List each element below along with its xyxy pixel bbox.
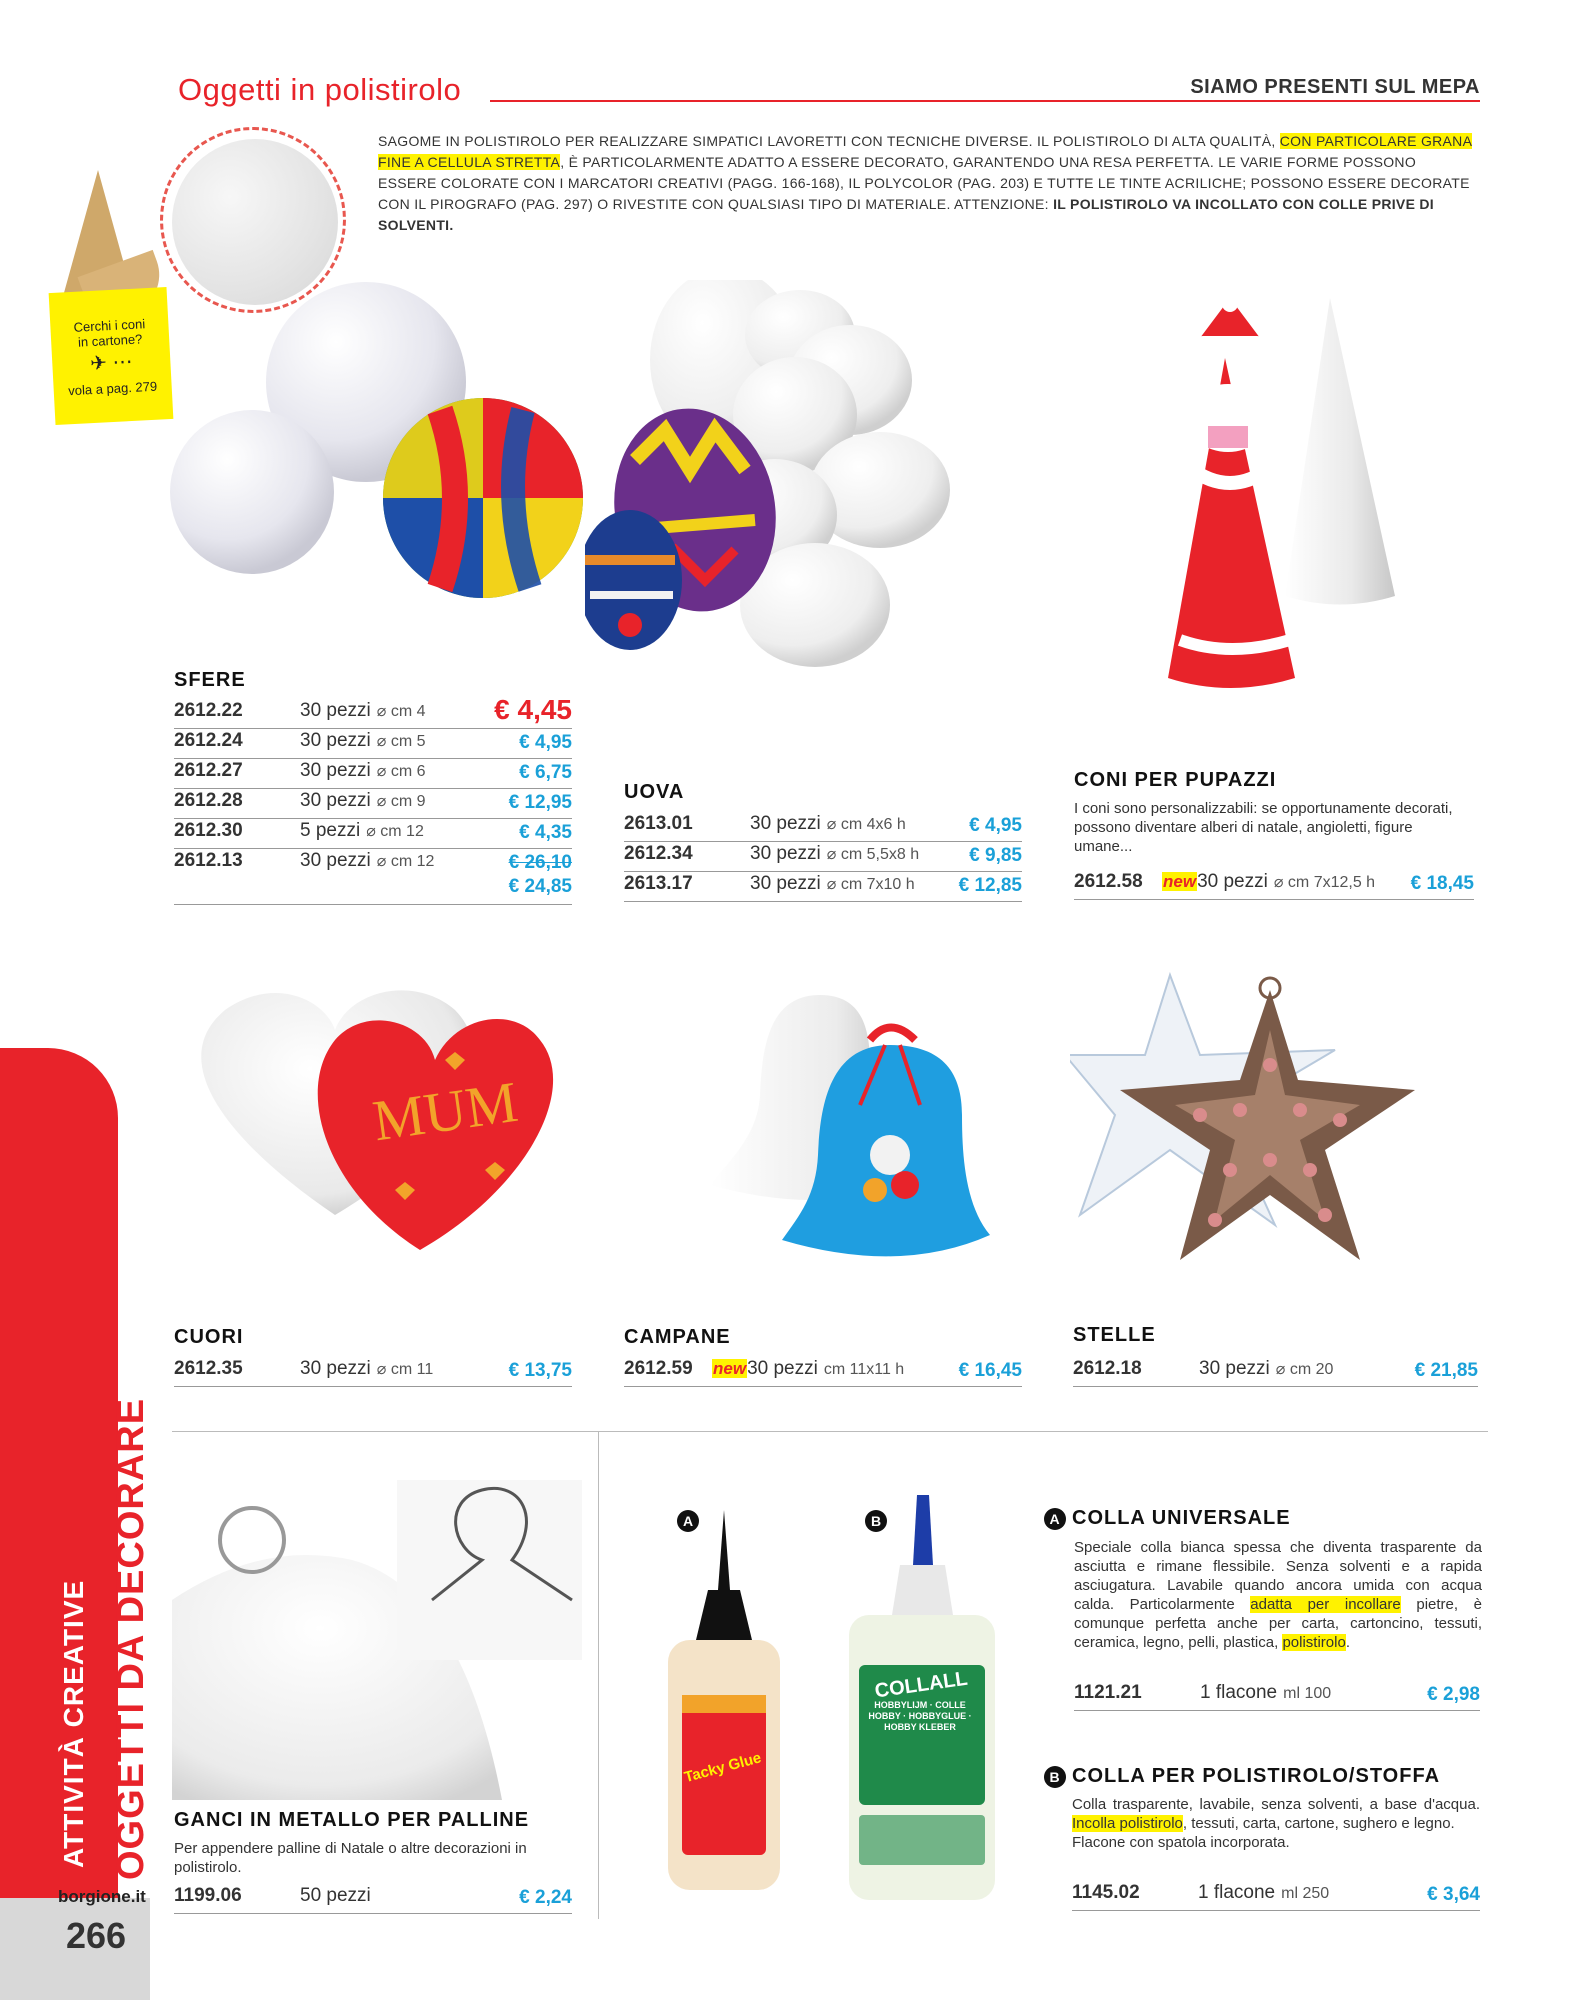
table-row[interactable] [624, 841, 1022, 872]
paper-plane-icon: ✈ ⋯ [89, 350, 134, 376]
product-size: ⌀ cm 7x10 h [826, 876, 915, 893]
product-price: € 9,85 [969, 845, 1022, 866]
table-row[interactable] [1074, 1680, 1480, 1711]
ganci-title: GANCI IN METALLO PER PALLINE [174, 1809, 530, 1831]
product-qty: 30 pezzi [300, 850, 371, 871]
product-qty: 30 pezzi [300, 760, 371, 781]
letter-a-small: A [1044, 1508, 1066, 1530]
uova-title: UOVA [624, 781, 685, 803]
table-row[interactable] [174, 788, 572, 819]
product-size: ⌀ cm 12 [376, 853, 435, 870]
cones-image [1150, 298, 1410, 698]
product-code: 2613.01 [624, 813, 693, 834]
colla-b-desc-2: , tessuti, carta, cartone, sughero e legno. [1182, 1815, 1455, 1832]
product-code: 2612.18 [1073, 1358, 1142, 1379]
product-price: € 4,35 [519, 822, 572, 843]
new-badge: new [713, 1359, 747, 1378]
product-code: 2612.24 [174, 730, 243, 751]
product-code: 1199.06 [174, 1885, 242, 1906]
intro-warning: IL POLISTIROLO VA INCOLLATO CON COLLE PRIVE DI SOLVENTI. [378, 196, 1435, 233]
product-code: 2612.13 [174, 850, 243, 871]
product-code: 2612.35 [174, 1358, 243, 1379]
collall-label: COLLALL [873, 1667, 969, 1703]
intro-text-2: , È PARTICOLARMENTE ADATTO A ESSERE DECORATO, GARANTENDO UNA RESA PERFETTA. LE VARIE FORME POSSONO ESSERE COLORATE CON I MARCATORI CREATIVI (PAGG. 166-168), IL POLYCOLOR (PAG. 203) E TUTTE LE TINTE ACRILICHE; POSSONO ESSERE DECORATE CON IL PIROGRAFO (PAG. 297) O RIVESTITE CON QUALSIASI TIPO DI MATERIALE. ATTENZIONE: [378, 154, 1470, 212]
product-code: 2612.22 [174, 700, 243, 721]
product-price: € 12,85 [958, 875, 1022, 896]
sfere-title: SFERE [174, 669, 246, 691]
product-qty: 50 pezzi [300, 1885, 371, 1906]
eggs-image [585, 280, 1145, 670]
colla-a-desc-end: . [1345, 1634, 1350, 1651]
product-price: € 18,45 [1410, 873, 1474, 894]
colla-a-desc-1: Speciale colla bianca spessa che diventa trasparente da asciutta e rimane flessibile. Senza solventi e a rapida asciugatura. Lavabile quando ancora umida con acqua calda. Particolarmente [1074, 1539, 1482, 1613]
product-qty: 30 pezzi [750, 873, 821, 894]
colla-b-description [1072, 1795, 1480, 1852]
product-price: € 16,45 [958, 1360, 1022, 1381]
ganci-description: Per appendere palline di Natale o altre decorazioni in polistirolo. [174, 1840, 527, 1876]
sticky-line-1: Cerchi i coni [73, 316, 146, 335]
product-price: € 4,95 [969, 815, 1022, 836]
colla-b-title-text: COLLA PER POLISTIROLO/STOFFA [1072, 1765, 1441, 1787]
stelle-title: STELLE [1073, 1324, 1156, 1346]
product-price-offer: € 4,45 [494, 694, 572, 725]
hooks-image [172, 1480, 582, 1800]
product-size: ⌀ cm 4x6 h [826, 816, 906, 833]
product-old-price: € 26,10 [508, 852, 572, 873]
product-size: ⌀ cm 5 [376, 733, 426, 750]
product-qty: 30 pezzi [300, 1358, 371, 1379]
colla-a-highlight-2: polistirolo [1282, 1634, 1346, 1651]
mepa-label: SIAMO PRESENTI SUL MEPA [1190, 76, 1480, 98]
colla-a-title-text: COLLA UNIVERSALE [1072, 1507, 1291, 1529]
product-size: ml 100 [1283, 1685, 1332, 1702]
product-size: ⌀ cm 7x12,5 h [1273, 874, 1376, 891]
product-code: 1145.02 [1072, 1882, 1140, 1903]
table-row[interactable] [624, 811, 1022, 842]
product-code: 2613.17 [624, 873, 693, 894]
table-row[interactable] [174, 1883, 572, 1914]
tacky-glue-bottle-image [660, 1510, 790, 1900]
product-size: ⌀ cm 20 [1275, 1361, 1334, 1378]
product-qty: 30 pezzi [300, 730, 371, 751]
product-price: € 24,85 [508, 876, 572, 897]
coni-description: I coni sono personalizzabili: se opportunamente decorati, possono diventare alberi di natale, angioletti, figure umane... [1074, 800, 1453, 855]
product-price: € 12,95 [508, 792, 572, 813]
spheres-image [170, 270, 590, 620]
table-row[interactable] [1074, 869, 1474, 900]
product-price: € 13,75 [508, 1360, 572, 1381]
product-size: ml 250 [1281, 1885, 1330, 1902]
letter-b-small: B [1044, 1766, 1066, 1788]
table-row[interactable] [174, 818, 572, 849]
product-qty: 30 pezzi [1197, 871, 1268, 892]
colla-a-desc-2: pietre, è comunque perfetta anche per carta, cartoncino, tessuti, ceramica, legno, pelli, plastica, [1074, 1596, 1482, 1651]
product-size: ⌀ cm 11 [376, 1361, 434, 1378]
sidebar-subcategory: OGGETTI DA DECORARE [110, 1397, 152, 1880]
product-code: 2612.59 [624, 1358, 693, 1379]
intro-paragraph [378, 131, 1476, 236]
coni-title: CONI PER PUPAZZI [1074, 769, 1277, 791]
page-title: Oggetti in polistirolo [178, 72, 462, 107]
product-qty: 30 pezzi [750, 843, 821, 864]
product-code: 1121.21 [1074, 1682, 1142, 1703]
section-divider [172, 1431, 1488, 1432]
product-price: € 3,64 [1427, 1884, 1480, 1905]
colla-b-highlight: Incolla polistirolo [1072, 1815, 1183, 1832]
table-row[interactable] [174, 728, 572, 759]
sticky-page-link: vola a pag. 279 [67, 378, 158, 399]
table-row[interactable] [624, 871, 1022, 902]
cuori-title: CUORI [174, 1326, 244, 1348]
title-rule [490, 100, 1480, 102]
colla-b-desc-1: Colla trasparente, lavabile, senza solventi, a base d'acqua. [1072, 1796, 1480, 1813]
product-price: € 21,85 [1414, 1360, 1478, 1381]
colla-a-description [1074, 1538, 1482, 1652]
product-qty: 1 flacone [1200, 1682, 1278, 1703]
product-qty: 30 pezzi [1199, 1358, 1270, 1379]
letter-a: A [677, 1510, 699, 1532]
product-qty: 1 flacone [1198, 1882, 1276, 1903]
colla-a-title [1044, 1507, 1291, 1530]
column-divider [598, 1431, 599, 1919]
product-qty: 30 pezzi [750, 813, 821, 834]
hearts-image [185, 980, 585, 1255]
colla-a-highlight-1: adatta per incollare [1250, 1596, 1401, 1613]
product-size: ⌀ cm 6 [376, 763, 426, 780]
product-size: ⌀ cm 5,5x8 h [826, 846, 920, 863]
product-code: 2612.27 [174, 760, 243, 781]
product-size: ⌀ cm 12 [366, 823, 424, 840]
product-qty: 30 pezzi [300, 700, 371, 721]
colla-b-desc-3: Flacone con spatola incorporata. [1072, 1834, 1290, 1851]
product-code: 2612.58 [1074, 871, 1143, 892]
table-row[interactable] [1073, 1356, 1478, 1387]
product-code: 2612.34 [624, 843, 693, 864]
product-qty: 30 pezzi [300, 790, 371, 811]
product-code: 2612.28 [174, 790, 243, 811]
table-row[interactable] [174, 1356, 572, 1387]
table-row[interactable] [174, 758, 572, 789]
sticky-line-2: in cartone? [77, 331, 143, 350]
stars-image [1070, 970, 1420, 1280]
svg-text:MUM: MUM [368, 1068, 522, 1154]
product-price: € 2,24 [519, 1887, 572, 1908]
product-size: cm 11x11 h [823, 1361, 905, 1378]
sticky-note[interactable] [49, 287, 174, 425]
page-number: 266 [66, 1915, 127, 1956]
table-row[interactable] [174, 694, 572, 729]
campane-title: CAMPANE [624, 1326, 731, 1348]
intro-highlight: CON PARTICOLARE GRANA FINE A CELLULA STRETTA [378, 133, 1473, 170]
bells-image [700, 985, 1000, 1260]
tacky-glue-label: Tacky Glue [682, 1749, 764, 1787]
product-size: ⌀ cm 4 [376, 703, 426, 720]
table-row[interactable] [624, 1356, 1022, 1387]
product-qty: 30 pezzi [747, 1358, 818, 1379]
table-row[interactable] [1072, 1880, 1480, 1911]
product-price: € 6,75 [519, 762, 572, 783]
product-code: 2612.30 [174, 820, 243, 841]
sidebar-category: ATTIVITÀ CREATIVE [58, 1579, 89, 1868]
product-price: € 2,98 [1427, 1684, 1480, 1705]
product-price: € 4,95 [519, 732, 572, 753]
website-link[interactable]: borgione.it [58, 1887, 146, 1906]
colla-b-title [1044, 1765, 1440, 1788]
product-size: ⌀ cm 9 [376, 793, 426, 810]
intro-text-1: SAGOME IN POLISTIROLO PER REALIZZARE SIMPATICI LAVORETTI CON TECNICHE DIVERSE. IL POLISTIROLO DI ALTA QUALITÀ, [378, 133, 1280, 149]
product-qty: 5 pezzi [300, 820, 361, 841]
new-badge: new [1163, 872, 1197, 891]
collall-sublabel: HOBBYLIJM · COLLE HOBBY · HOBBYGLUE · HOBBY KLEBER [868, 1700, 972, 1732]
letter-b: B [865, 1510, 887, 1532]
table-row[interactable] [174, 848, 572, 905]
